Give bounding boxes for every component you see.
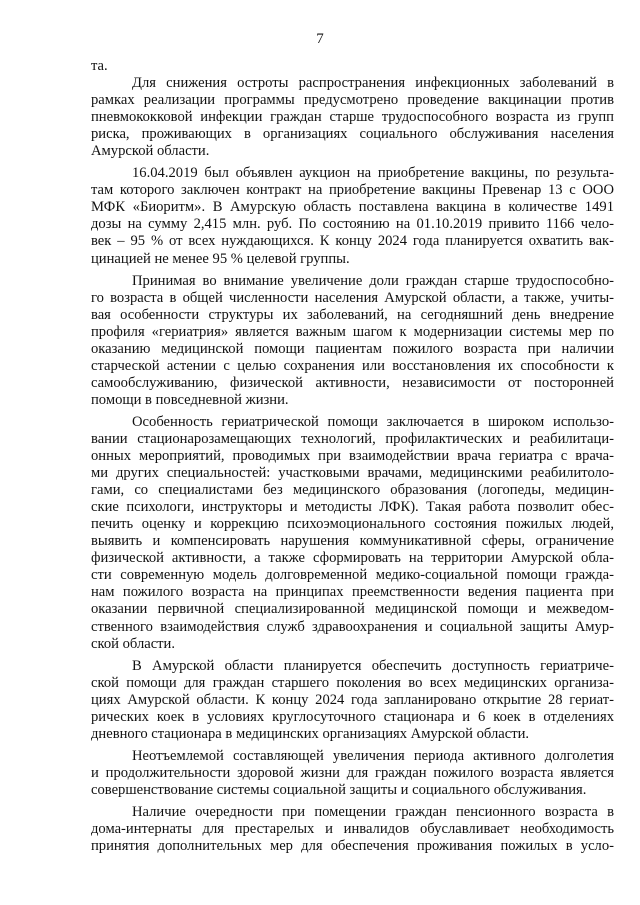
text-line: нам пожилого возраста на принципах преемственности ведения пациента при (91, 584, 614, 601)
text-line: сти современную модель долговременной медико-социальной помощи гражда- (91, 567, 614, 584)
text-line: ми других специальностей: участковыми врачами, медицинскими реабилитоло- (91, 465, 614, 482)
text-line: ской области. (91, 635, 176, 652)
text-line: Наличие очередности при помещении граждан пенсионного возраста в (132, 803, 614, 820)
text-line: пневмококковой инфекции граждан старше трудоспособного возраста из групп (91, 109, 614, 126)
text-line: вая особенности структуры их заболеваний, на сегодняшний день внедрение (91, 306, 614, 323)
text-line: онных мероприятий, проводимых при взаимодействии врача гериатра с врача- (91, 448, 614, 465)
text-line: профиля «гериатрия» является важным шагом к модернизации системы мер по (91, 323, 614, 340)
paragraph (91, 273, 614, 409)
text-line: 16.04.2019 был объявлен аукцион на приобретение вакцины, по результа- (132, 165, 614, 182)
text-line: там которого заключен контракт на приобретение вакцины Превенар 13 с ООО (91, 182, 614, 199)
paragraph (91, 748, 614, 799)
text-line: вании стационарозамещающих технологий, профилактических и реабилитаци- (91, 430, 614, 447)
paragraph (91, 75, 614, 160)
text-line: Особенность гериатрической помощи заключается в широком использо- (132, 413, 614, 430)
document-body (91, 58, 614, 898)
text-line: самообслуживанию, физической активности, независимости от посторонней (91, 374, 614, 391)
text-line: дозы на сумму 2,415 млн. руб. По состоянию на 01.10.2019 привито 1166 чело- (91, 216, 614, 233)
text-line: МФК «Биоритм». В Амурскую область поставлена вакцина в количестве 1491 (91, 199, 614, 216)
text-line: цинацией не менее 95 % целевой группы. (91, 250, 350, 267)
text-line: век – 95 % от всех нуждающихся. К концу 2024 года планируется охватить вак- (91, 233, 614, 250)
text-line: Принимая во внимание увеличение доли граждан старше трудоспособно- (132, 272, 614, 289)
text-line: оказании первичной специализированной медицинской помощи и межведом- (91, 601, 614, 618)
text-line: ские психологи, инструкторы и методисты ЛФК). Такая работа позволит обес- (91, 499, 614, 516)
text-line: дома-интернаты для престарелых и инвалидов обуславливает необходимость (91, 821, 614, 838)
text-line: В Амурской области планируется обеспечить доступность гериатриче- (132, 657, 614, 674)
page-number: 7 (316, 31, 324, 47)
text-line: ской помощи для граждан старшего поколения во всех медицинских организа- (91, 674, 614, 691)
text-line: Для снижения остроты распространения инфекционных заболеваний в (132, 75, 614, 92)
text-line: совершенствование системы социальной защиты и социального обслуживания. (91, 781, 587, 798)
text-line: ственного взаимодействия служб здравоохранения и социальной защиты Амур- (91, 618, 614, 635)
text-line: оказанию медицинской помощи пациентам пожилого возраста при наличии (91, 340, 614, 357)
paragraph (91, 165, 614, 267)
paragraph (91, 658, 614, 743)
text-line: дневного стационара в медицинских организациях Амурской области. (91, 725, 530, 742)
text-line: помощи в повседневной жизни. (91, 391, 289, 408)
text-line: го возраста в общей численности населения Амурской области, а также, учиты- (91, 289, 614, 306)
text-line: рических коек в условиях круглосуточного стационара и 6 коек в отделениях (91, 708, 614, 725)
text-line: выявить и компенсировать нарушения коммуникативной сферы, ограничение (91, 533, 614, 550)
text-line: старческой астении с целью сохранения или восстановления их способности к (91, 357, 614, 374)
text-line: Амурской области. (91, 143, 210, 160)
text-line: та. (91, 58, 108, 74)
text-line: Неотъемлемой составляющей увеличения периода активного долголетия (132, 747, 614, 764)
paragraph (91, 804, 614, 855)
paragraph (91, 58, 614, 75)
text-line: физической активности, а также сформировать на территории Амурской обла- (91, 550, 614, 567)
text-line: принятия дополнительных мер для обеспечения проживания пожилых в усло- (91, 838, 614, 855)
text-line: циях Амурской области. К концу 2024 года запланировано открытие 28 гериат- (91, 691, 614, 708)
text-line: и продолжительности здоровой жизни для граждан пожилого возраста является (91, 764, 614, 781)
text-line: печить оценку и коррекцию психоэмоционального состояния пожилых людей, (91, 516, 614, 533)
text-line: рамках реализации программы предусмотрено проведение вакцинации против (91, 92, 614, 109)
paragraph (91, 414, 614, 653)
text-line: гами, со специалистами без медицинского образования (логопеды, медицин- (91, 482, 614, 499)
text-line: риска, проживающих в организациях социального обслуживания населения (91, 126, 614, 143)
